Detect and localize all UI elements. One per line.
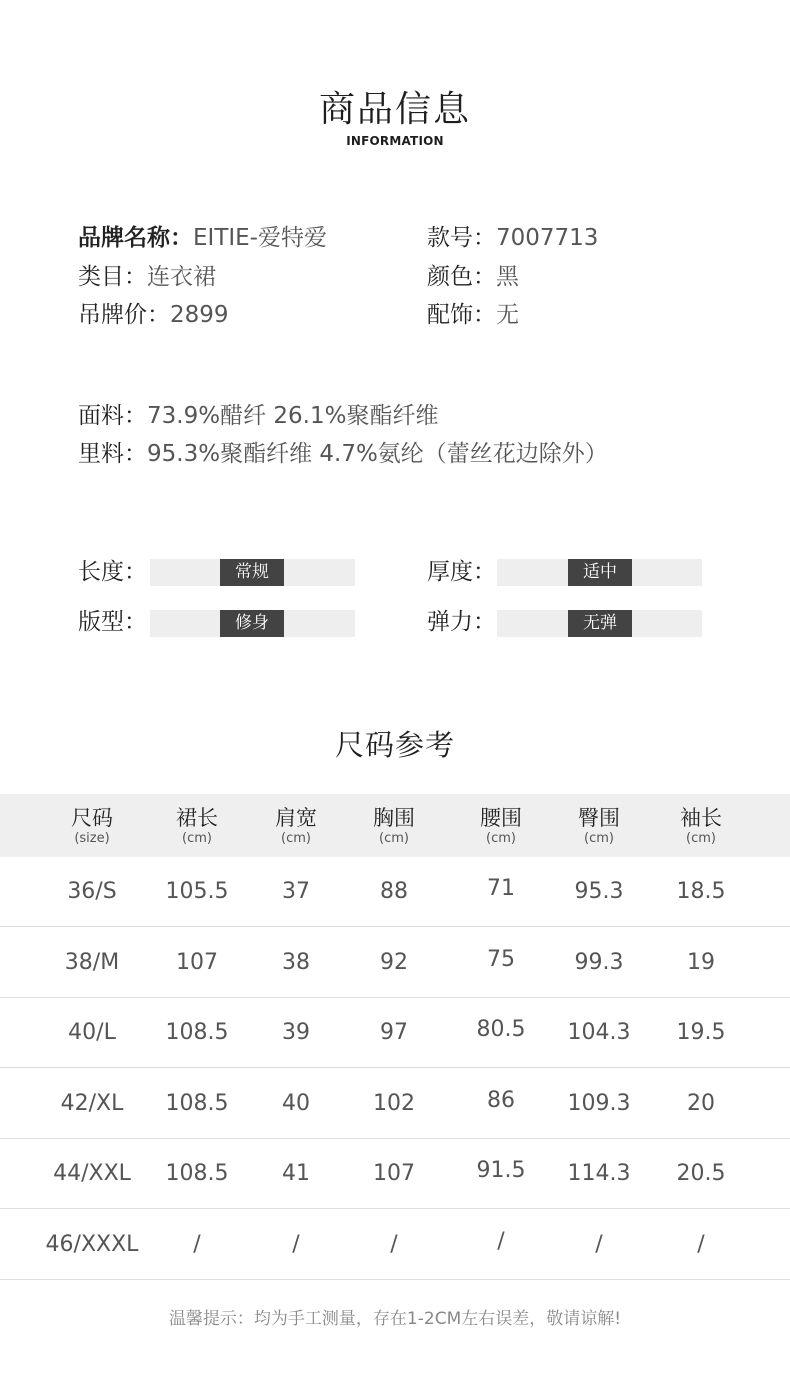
thickness-label: 厚度： — [427, 559, 496, 585]
thickness-tag: 适中 — [568, 559, 632, 586]
measurement-cell: 95.3 — [574, 879, 624, 904]
measurement-cell: / — [595, 1232, 603, 1257]
column-header-unit: (cm) — [281, 831, 311, 846]
shell-label: 面料： — [78, 403, 147, 429]
measurement-cell: 20.5 — [676, 1161, 726, 1186]
price-value: 2899 — [170, 302, 229, 328]
column-header-label: 肩宽 — [275, 806, 317, 830]
column-header-label: 胸围 — [373, 806, 415, 830]
column-header — [344, 794, 444, 857]
shell-value: 73.9%醋纤 26.1%聚酯纤维 — [147, 403, 439, 429]
length-scale — [150, 559, 355, 586]
thickness-scale — [497, 559, 702, 586]
brand-value: EITIE-爱特爱 — [193, 225, 327, 251]
column-header — [42, 794, 142, 857]
page-subtitle: INFORMATION — [346, 134, 444, 148]
table-row — [0, 857, 790, 927]
accessory-value: 无 — [496, 302, 519, 328]
measurement-cell: / — [697, 1232, 705, 1257]
measurement-cell: 39 — [282, 1020, 310, 1045]
table-row — [0, 1210, 790, 1280]
measurement-cell: 114.3 — [567, 1161, 631, 1186]
measurement-cell: 19 — [687, 950, 715, 975]
column-header — [147, 794, 247, 857]
measurement-cell: 107 — [176, 950, 218, 975]
column-header-unit: (cm) — [379, 831, 409, 846]
style-no-label: 款号： — [427, 225, 496, 251]
length-tag: 常规 — [220, 559, 284, 586]
elasticity-scale — [497, 610, 702, 637]
table-row — [0, 1139, 790, 1209]
measurement-cell: 99.3 — [574, 950, 624, 975]
measurement-cell: 80.5 — [476, 1017, 526, 1042]
measurement-cell: 108.5 — [165, 1161, 229, 1186]
column-header-unit: (size) — [74, 831, 110, 846]
column-header — [451, 794, 551, 857]
table-row — [0, 1069, 790, 1139]
measurement-cell: 19.5 — [676, 1020, 726, 1045]
table-row — [0, 928, 790, 998]
column-header-label: 臀围 — [578, 806, 620, 830]
lining-value: 95.3%聚酯纤维 4.7%氨纶（蕾丝花边除外） — [147, 441, 608, 467]
measurement-cell: 75 — [487, 947, 515, 972]
measurement-cell: 40 — [282, 1091, 310, 1116]
size-cell: 42/XL — [60, 1091, 124, 1116]
page-title: 商品信息 — [318, 89, 471, 130]
fabric-lining — [78, 439, 608, 469]
size-cell: 36/S — [67, 879, 117, 904]
size-cell: 40/L — [68, 1020, 116, 1045]
fit-tag: 修身 — [220, 610, 284, 637]
column-header-unit: (cm) — [182, 831, 212, 846]
measurement-cell: 108.5 — [165, 1091, 229, 1116]
column-header-label: 裙长 — [176, 806, 218, 830]
measurement-cell: 97 — [380, 1020, 408, 1045]
info-category — [78, 262, 216, 292]
measurement-cell: 91.5 — [476, 1158, 526, 1183]
measurement-note: 温馨提示：均为手工测量，存在1-2CM左右误差，敬请谅解! — [168, 1309, 622, 1329]
color-label: 颜色： — [427, 264, 496, 290]
column-header-unit: (cm) — [686, 831, 716, 846]
info-brand — [78, 223, 327, 253]
fit-scale — [150, 610, 355, 637]
measurement-cell: 37 — [282, 879, 310, 904]
info-color — [427, 262, 519, 292]
measurement-cell: 92 — [380, 950, 408, 975]
color-value: 黑 — [496, 264, 519, 290]
column-header — [549, 794, 649, 857]
measurement-cell: 71 — [487, 876, 515, 901]
column-header — [246, 794, 346, 857]
accessory-label: 配饰： — [427, 302, 496, 328]
brand-label: 品牌名称： — [78, 225, 193, 251]
category-value: 连衣裙 — [147, 264, 216, 290]
measurement-cell: 102 — [373, 1091, 415, 1116]
size-chart-title: 尺码参考 — [334, 728, 455, 762]
column-header-label: 腰围 — [480, 806, 522, 830]
measurement-cell: 86 — [487, 1088, 515, 1113]
elasticity-tag: 无弹 — [568, 610, 632, 637]
fabric-shell — [78, 401, 438, 431]
measurement-cell: 108.5 — [165, 1020, 229, 1045]
info-style-no — [427, 223, 598, 253]
price-label: 吊牌价： — [78, 302, 170, 328]
size-table-header — [0, 794, 790, 857]
lining-label: 里料： — [78, 441, 147, 467]
size-cell: 44/XXL — [53, 1161, 131, 1186]
style-no-value: 7007713 — [496, 225, 599, 251]
measurement-cell: 104.3 — [567, 1020, 631, 1045]
measurement-cell: 20 — [687, 1091, 715, 1116]
column-header-label: 尺码 — [71, 806, 113, 830]
measurement-cell: 105.5 — [165, 879, 229, 904]
elasticity-label: 弹力： — [427, 609, 496, 635]
column-header — [651, 794, 751, 857]
fit-label: 版型： — [78, 609, 147, 635]
info-price — [78, 300, 229, 330]
measurement-cell: 107 — [373, 1161, 415, 1186]
column-header-unit: (cm) — [584, 831, 614, 846]
column-header-unit: (cm) — [486, 831, 516, 846]
measurement-cell: 38 — [282, 950, 310, 975]
length-label: 长度： — [78, 559, 147, 585]
measurement-cell: / — [193, 1232, 201, 1257]
measurement-cell: / — [292, 1232, 300, 1257]
measurement-cell: 109.3 — [567, 1091, 631, 1116]
measurement-cell: 18.5 — [676, 879, 726, 904]
info-accessory — [427, 300, 519, 330]
size-cell: 38/M — [64, 950, 120, 975]
measurement-cell: / — [390, 1232, 398, 1257]
table-row — [0, 998, 790, 1068]
measurement-cell: 41 — [282, 1161, 310, 1186]
measurement-cell: 88 — [380, 879, 408, 904]
category-label: 类目： — [78, 264, 147, 290]
column-header-label: 袖长 — [680, 806, 722, 830]
size-cell: 46/XXXL — [45, 1232, 139, 1257]
measurement-cell: / — [497, 1229, 505, 1254]
